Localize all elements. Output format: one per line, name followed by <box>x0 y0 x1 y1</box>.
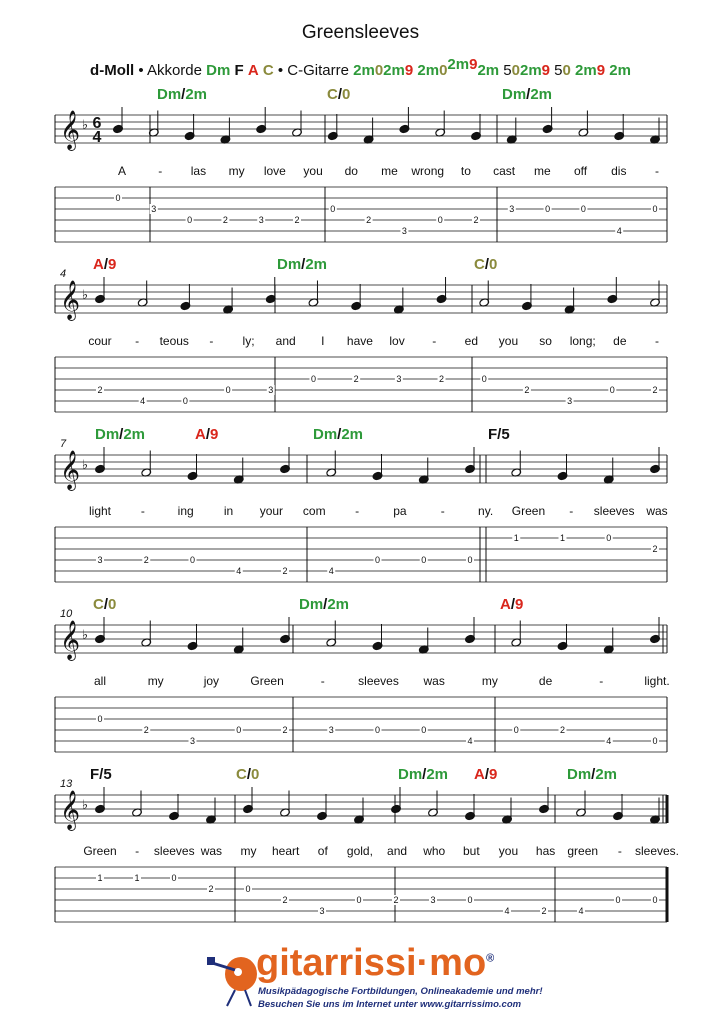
tab-fret-number: 0 <box>652 736 658 746</box>
flat-icon: ♭ <box>81 797 89 812</box>
lyric-syllable: dis <box>611 164 627 178</box>
tab-fret-number: 1 <box>559 533 566 543</box>
tab-fret-number: 1 <box>97 873 103 883</box>
lyric-syllable: - <box>440 504 445 518</box>
tab-fret-number: 3 <box>189 736 196 746</box>
lyric-syllable: green <box>567 844 599 858</box>
tab-fret-number: 2 <box>222 215 228 225</box>
chord-fret: 9 <box>515 596 524 613</box>
lyric-syllable: - <box>617 844 622 858</box>
chord-symbol <box>567 766 617 783</box>
lyric-syllable: but <box>462 844 480 858</box>
lyric-syllable: teous <box>159 334 189 348</box>
tab-fret-number: 2 <box>439 374 445 384</box>
time-signature-bottom: 4 <box>92 129 102 146</box>
lyric-syllable: de <box>613 334 627 348</box>
tuning-part: 0 <box>439 62 448 79</box>
chord-fret: 2m <box>595 766 618 783</box>
tab-fret-number: 4 <box>140 396 146 406</box>
tab-fret-number: 2 <box>652 544 658 554</box>
tab-fret-number: 3 <box>151 204 157 214</box>
tab-fret-number: 0 <box>421 555 427 565</box>
chord-symbol <box>313 426 363 443</box>
lyric-syllable: all <box>93 674 107 688</box>
tuning-part: 9 <box>541 62 551 79</box>
treble-clef-icon: 𝄞 <box>59 791 81 829</box>
tab-fret-number: 1 <box>513 533 519 543</box>
tab-fret-number: 0 <box>115 193 121 203</box>
chord-fret: 2m <box>327 596 350 613</box>
chord-name: Dm <box>502 86 527 103</box>
chord-fret: 2m <box>305 256 328 273</box>
tuning-part: 5 <box>550 62 563 79</box>
flat-icon: ♭ <box>81 627 89 642</box>
chord-fret: 5 <box>103 766 112 783</box>
chord-fret: 9 <box>108 256 117 273</box>
tuning-part: 9 <box>469 56 478 73</box>
tab-fret-number: 4 <box>504 906 510 916</box>
tab-fret-number: 2 <box>97 385 103 395</box>
lyric-syllable: sleeves. <box>634 844 680 858</box>
lyric-syllable: cast <box>493 164 516 178</box>
lyric-syllable: gold, <box>346 844 373 858</box>
lyric-syllable: my <box>147 674 164 688</box>
chord-name: A <box>195 426 206 443</box>
lyric-syllable: Green <box>250 674 284 688</box>
measure-number: 10 <box>60 608 73 620</box>
tab-fret-number: 2 <box>143 555 149 565</box>
chord-a-label: A <box>247 62 259 79</box>
chord-fret: 2m <box>123 426 146 443</box>
tab-fret-number: 4 <box>467 736 473 746</box>
tuning-part: 5 <box>499 62 512 79</box>
lyric-syllable: A <box>117 164 127 178</box>
lyric-syllable: - <box>135 334 140 348</box>
lyric-syllable: your <box>259 504 284 518</box>
tab-fret-number: 2 <box>524 385 530 395</box>
chord-symbol <box>474 256 497 273</box>
lyric-syllable: wrong <box>411 164 445 178</box>
lyric-syllable: me <box>534 164 551 178</box>
chord-symbol <box>90 766 112 783</box>
lyric-syllable: was <box>423 674 445 688</box>
chord-separator: / <box>484 256 490 273</box>
chord-name: C <box>93 596 104 613</box>
tab-fret-number: 0 <box>374 555 381 565</box>
lyric-syllable: - <box>655 334 659 348</box>
tab-fret-number: 2 <box>282 725 288 735</box>
chord-name: F <box>488 426 498 443</box>
tab-fret-number: 2 <box>473 215 479 225</box>
chord-symbol <box>474 766 497 783</box>
tuning-part: 2m <box>413 62 440 79</box>
tab-fret-number: 0 <box>545 204 551 214</box>
tab-fret-number: 3 <box>328 725 334 735</box>
lyric-syllable: cour <box>88 334 112 348</box>
tuning-part: 2m <box>447 56 470 73</box>
lyric-syllable: in <box>223 504 234 518</box>
measure-number: 4 <box>60 268 67 280</box>
chord-separator: / <box>323 596 328 613</box>
tab-fret-number: 3 <box>430 895 436 905</box>
tab-fret-number: 0 <box>481 374 487 384</box>
treble-clef-icon: 𝄞 <box>59 451 81 489</box>
time-signature-top: 6 <box>92 115 102 132</box>
tuning-part: 2m <box>570 62 597 79</box>
chord-separator: / <box>497 426 502 443</box>
tab-fret-number: 0 <box>513 725 519 735</box>
guitar-figure-logo-icon <box>205 948 261 1008</box>
lyric-syllable: de <box>538 674 553 688</box>
tab-fret-number: 3 <box>401 226 407 236</box>
chord-symbol <box>327 86 350 103</box>
tab-fret-number: 0 <box>374 725 381 735</box>
lyric-syllable: my <box>240 844 257 858</box>
tuning-part: 9 <box>596 62 606 79</box>
chord-symbol <box>299 596 349 613</box>
chord-name: A <box>474 766 485 783</box>
flat-icon: ♭ <box>81 287 89 302</box>
chord-fret: 0 <box>489 256 498 273</box>
tab-fret-number: 0 <box>245 884 251 894</box>
tab-fret-number: 2 <box>208 884 214 894</box>
tab-fret-number: 0 <box>171 873 177 883</box>
tab-fret-number: 2 <box>282 895 288 905</box>
chord-separator: / <box>337 86 343 103</box>
tab-fret-number: 0 <box>606 533 612 543</box>
subtitle-sep: • Akkorde <box>134 62 207 79</box>
tab-fret-number: 3 <box>509 204 515 214</box>
chord-separator: / <box>510 596 516 613</box>
chord-separator: / <box>205 426 211 443</box>
chord-symbol <box>95 426 145 443</box>
logo-name: gitarrissi·mo® <box>256 942 495 984</box>
chord-fret: 2m <box>185 86 208 103</box>
chord-name: Dm <box>398 766 423 783</box>
chord-fret: 5 <box>501 426 510 443</box>
lyric-syllable: light <box>88 504 112 518</box>
lyric-syllable: - <box>140 504 145 518</box>
tab-fret-number: 0 <box>97 714 103 724</box>
chord-name: Dm <box>299 596 324 613</box>
tab-fret-number: 0 <box>421 725 427 735</box>
lyric-syllable: ing <box>177 504 194 518</box>
chord-separator: / <box>246 766 252 783</box>
tab-fret-number: 0 <box>356 895 362 905</box>
lyric-syllable: you <box>303 164 323 178</box>
lyric-syllable: long; <box>569 334 596 348</box>
lyric-syllable: com <box>302 504 326 518</box>
chord-fret: 2m <box>341 426 364 443</box>
chord-separator: / <box>181 86 186 103</box>
chord-name: C <box>327 86 338 103</box>
chord-c-label: C <box>262 62 274 79</box>
tuning-part: 2m <box>477 62 500 79</box>
lyric-syllable: my <box>481 674 498 688</box>
chord-separator: / <box>484 766 490 783</box>
lyric-syllable: was <box>646 504 668 518</box>
tab-fret-number: 0 <box>236 725 242 735</box>
chord-fret: 2m <box>426 766 449 783</box>
lyric-syllable: sleeves <box>358 674 399 688</box>
lyric-syllable: you <box>498 844 519 858</box>
tab-fret-number: 2 <box>294 215 300 225</box>
tab-fret-number: 0 <box>189 555 196 565</box>
measure-number: 7 <box>60 438 67 450</box>
lyric-syllable: - <box>135 844 140 858</box>
chord-name: C <box>236 766 247 783</box>
tuning-part: 0 <box>374 62 384 79</box>
tuning-part: 2m <box>519 62 542 79</box>
lyric-syllable: - <box>569 504 574 518</box>
lyric-syllable: has <box>535 844 556 858</box>
tab-fret-number: 3 <box>567 396 573 406</box>
logo-website: Besuchen Sie uns im Internet unter www.gitarrissimo.com <box>258 999 522 1010</box>
lyric-syllable: was <box>200 844 223 858</box>
tab-fret-number: 0 <box>330 204 336 214</box>
chord-separator: / <box>591 766 596 783</box>
chord-symbol <box>488 426 510 443</box>
chord-symbol <box>277 256 327 273</box>
chord-name: F <box>90 766 100 783</box>
chord-symbol <box>500 596 523 613</box>
tab-fret-number: 0 <box>467 895 473 905</box>
tab-fret-number: 3 <box>268 385 274 395</box>
chord-separator: / <box>526 86 531 103</box>
lyric-syllable: joy <box>203 674 220 688</box>
tab-fret-number: 2 <box>559 725 566 735</box>
tab-fret-number: 4 <box>328 566 334 576</box>
chord-name: Dm <box>95 426 120 443</box>
tab-fret-number: 2 <box>393 895 399 905</box>
flat-icon: ♭ <box>81 117 89 132</box>
chord-symbol <box>157 86 207 103</box>
tab-fret-number: 3 <box>97 555 103 565</box>
treble-clef-icon: 𝄞 <box>59 111 81 149</box>
tab-fret-number: 0 <box>615 895 621 905</box>
lyric-syllable: ly; <box>242 334 255 348</box>
tab-fret-number: 1 <box>134 873 140 883</box>
lyric-syllable: - <box>320 674 325 688</box>
lyric-syllable: to <box>460 164 471 178</box>
measure-number: 13 <box>60 778 73 790</box>
lyric-syllable: I <box>321 334 325 348</box>
lyric-syllable: pa <box>393 504 407 518</box>
lyric-syllable: off <box>574 164 588 178</box>
tuning-part: 2m <box>353 62 375 79</box>
tab-fret-number: 2 <box>143 725 149 735</box>
tuning-part: 2m <box>383 62 405 79</box>
chord-dm-label: Dm <box>206 62 231 79</box>
chord-name: Dm <box>157 86 182 103</box>
chord-separator: / <box>99 766 104 783</box>
tab-fret-number: 0 <box>182 396 188 406</box>
tab-fret-number: 2 <box>541 906 547 916</box>
tab-fret-number: 4 <box>236 566 242 576</box>
tab-fret-number: 0 <box>225 385 231 395</box>
chord-separator: / <box>301 256 306 273</box>
lyric-syllable: of <box>317 844 328 858</box>
lyric-syllable: lov <box>389 334 405 348</box>
chord-separator: / <box>103 256 109 273</box>
tab-fret-number: 0 <box>652 204 658 214</box>
chord-separator: / <box>119 426 124 443</box>
treble-clef-icon: 𝄞 <box>59 281 81 319</box>
lyric-syllable: sleeves <box>153 844 195 858</box>
lyric-syllable: heart <box>271 844 300 858</box>
lyric-syllable: have <box>346 334 373 348</box>
registered-mark: ® <box>486 952 495 965</box>
page-title: Greensleeves <box>301 22 420 43</box>
tab-fret-number: 3 <box>319 906 325 916</box>
chord-symbol <box>236 766 259 783</box>
chord-fret: 0 <box>108 596 117 613</box>
flat-icon: ♭ <box>81 457 89 472</box>
tab-fret-number: 0 <box>580 204 586 214</box>
chord-name: C <box>474 256 485 273</box>
tuning-part: 9 <box>404 62 414 79</box>
chord-f-label: F <box>234 62 244 79</box>
lyric-syllable: and <box>387 844 408 858</box>
tab-fret-number: 0 <box>437 215 443 225</box>
lyric-syllable: - <box>158 164 163 178</box>
tab-fret-number: 0 <box>187 215 193 225</box>
tab-fret-number: 2 <box>366 215 372 225</box>
lyric-syllable: me <box>381 164 398 178</box>
lyric-syllable: ed <box>464 334 479 348</box>
lyric-syllable: who <box>423 844 446 858</box>
tab-fret-number: 2 <box>353 374 359 384</box>
lyric-syllable: and <box>275 334 296 348</box>
tab-fret-number: 0 <box>652 895 658 905</box>
chord-fret: 9 <box>210 426 219 443</box>
chord-fret: 0 <box>251 766 260 783</box>
treble-clef-icon: 𝄞 <box>59 621 81 659</box>
tab-fret-number: 3 <box>396 374 402 384</box>
lyric-syllable: - <box>432 334 437 348</box>
lyric-syllable: - <box>355 504 360 518</box>
lyric-syllable: sleeves <box>593 504 635 518</box>
lyric-syllable: so <box>539 334 552 348</box>
tuning-part: 0 <box>511 62 520 79</box>
lyric-syllable: ny. <box>478 504 494 518</box>
chord-name: Dm <box>277 256 302 273</box>
tuning-part: 2m <box>605 62 631 79</box>
chord-name: Dm <box>567 766 592 783</box>
key-label: d-Moll <box>90 62 135 79</box>
lyric-syllable: Green <box>83 844 117 858</box>
tab-fret-number: 4 <box>578 906 584 916</box>
chord-symbol <box>93 596 116 613</box>
tab-fret-number: 4 <box>616 226 622 236</box>
tuning-part: 0 <box>562 62 571 79</box>
chord-name: Dm <box>313 426 338 443</box>
lyric-syllable: light. <box>644 674 670 688</box>
lyric-syllable: Green <box>511 504 546 518</box>
chord-separator: / <box>337 426 342 443</box>
lyric-syllable: - <box>655 164 659 178</box>
tab-fret-number: 2 <box>652 385 658 395</box>
chord-fret: 0 <box>342 86 351 103</box>
tab-fret-number: 0 <box>467 555 473 565</box>
lyric-syllable: you <box>498 334 519 348</box>
tab-fret-number: 3 <box>258 215 264 225</box>
chord-symbol <box>93 256 116 273</box>
lyric-syllable: my <box>228 164 245 178</box>
logo-tagline: Musikpädagogische Fortbildungen, Onlineakademie und mehr! <box>258 986 543 997</box>
chord-fret: 2m <box>530 86 553 103</box>
chord-name: A <box>500 596 511 613</box>
tab-fret-number: 0 <box>609 385 615 395</box>
chord-symbol <box>502 86 552 103</box>
lyric-syllable: do <box>344 164 358 178</box>
lyric-syllable: las <box>190 164 207 178</box>
lyric-syllable: love <box>263 164 286 178</box>
subtitle-sep: • C-Gitarre <box>273 62 354 79</box>
tab-fret-number: 0 <box>310 374 316 384</box>
chord-fret: 9 <box>489 766 498 783</box>
chord-separator: / <box>103 596 109 613</box>
chord-symbol <box>195 426 218 443</box>
tab-fret-number: 4 <box>606 736 612 746</box>
chord-separator: / <box>422 766 427 783</box>
chord-name: A <box>93 256 104 273</box>
lyric-syllable: - <box>209 334 214 348</box>
lyric-syllable: - <box>599 674 604 688</box>
tab-fret-number: 2 <box>282 566 288 576</box>
chord-symbol <box>398 766 448 783</box>
